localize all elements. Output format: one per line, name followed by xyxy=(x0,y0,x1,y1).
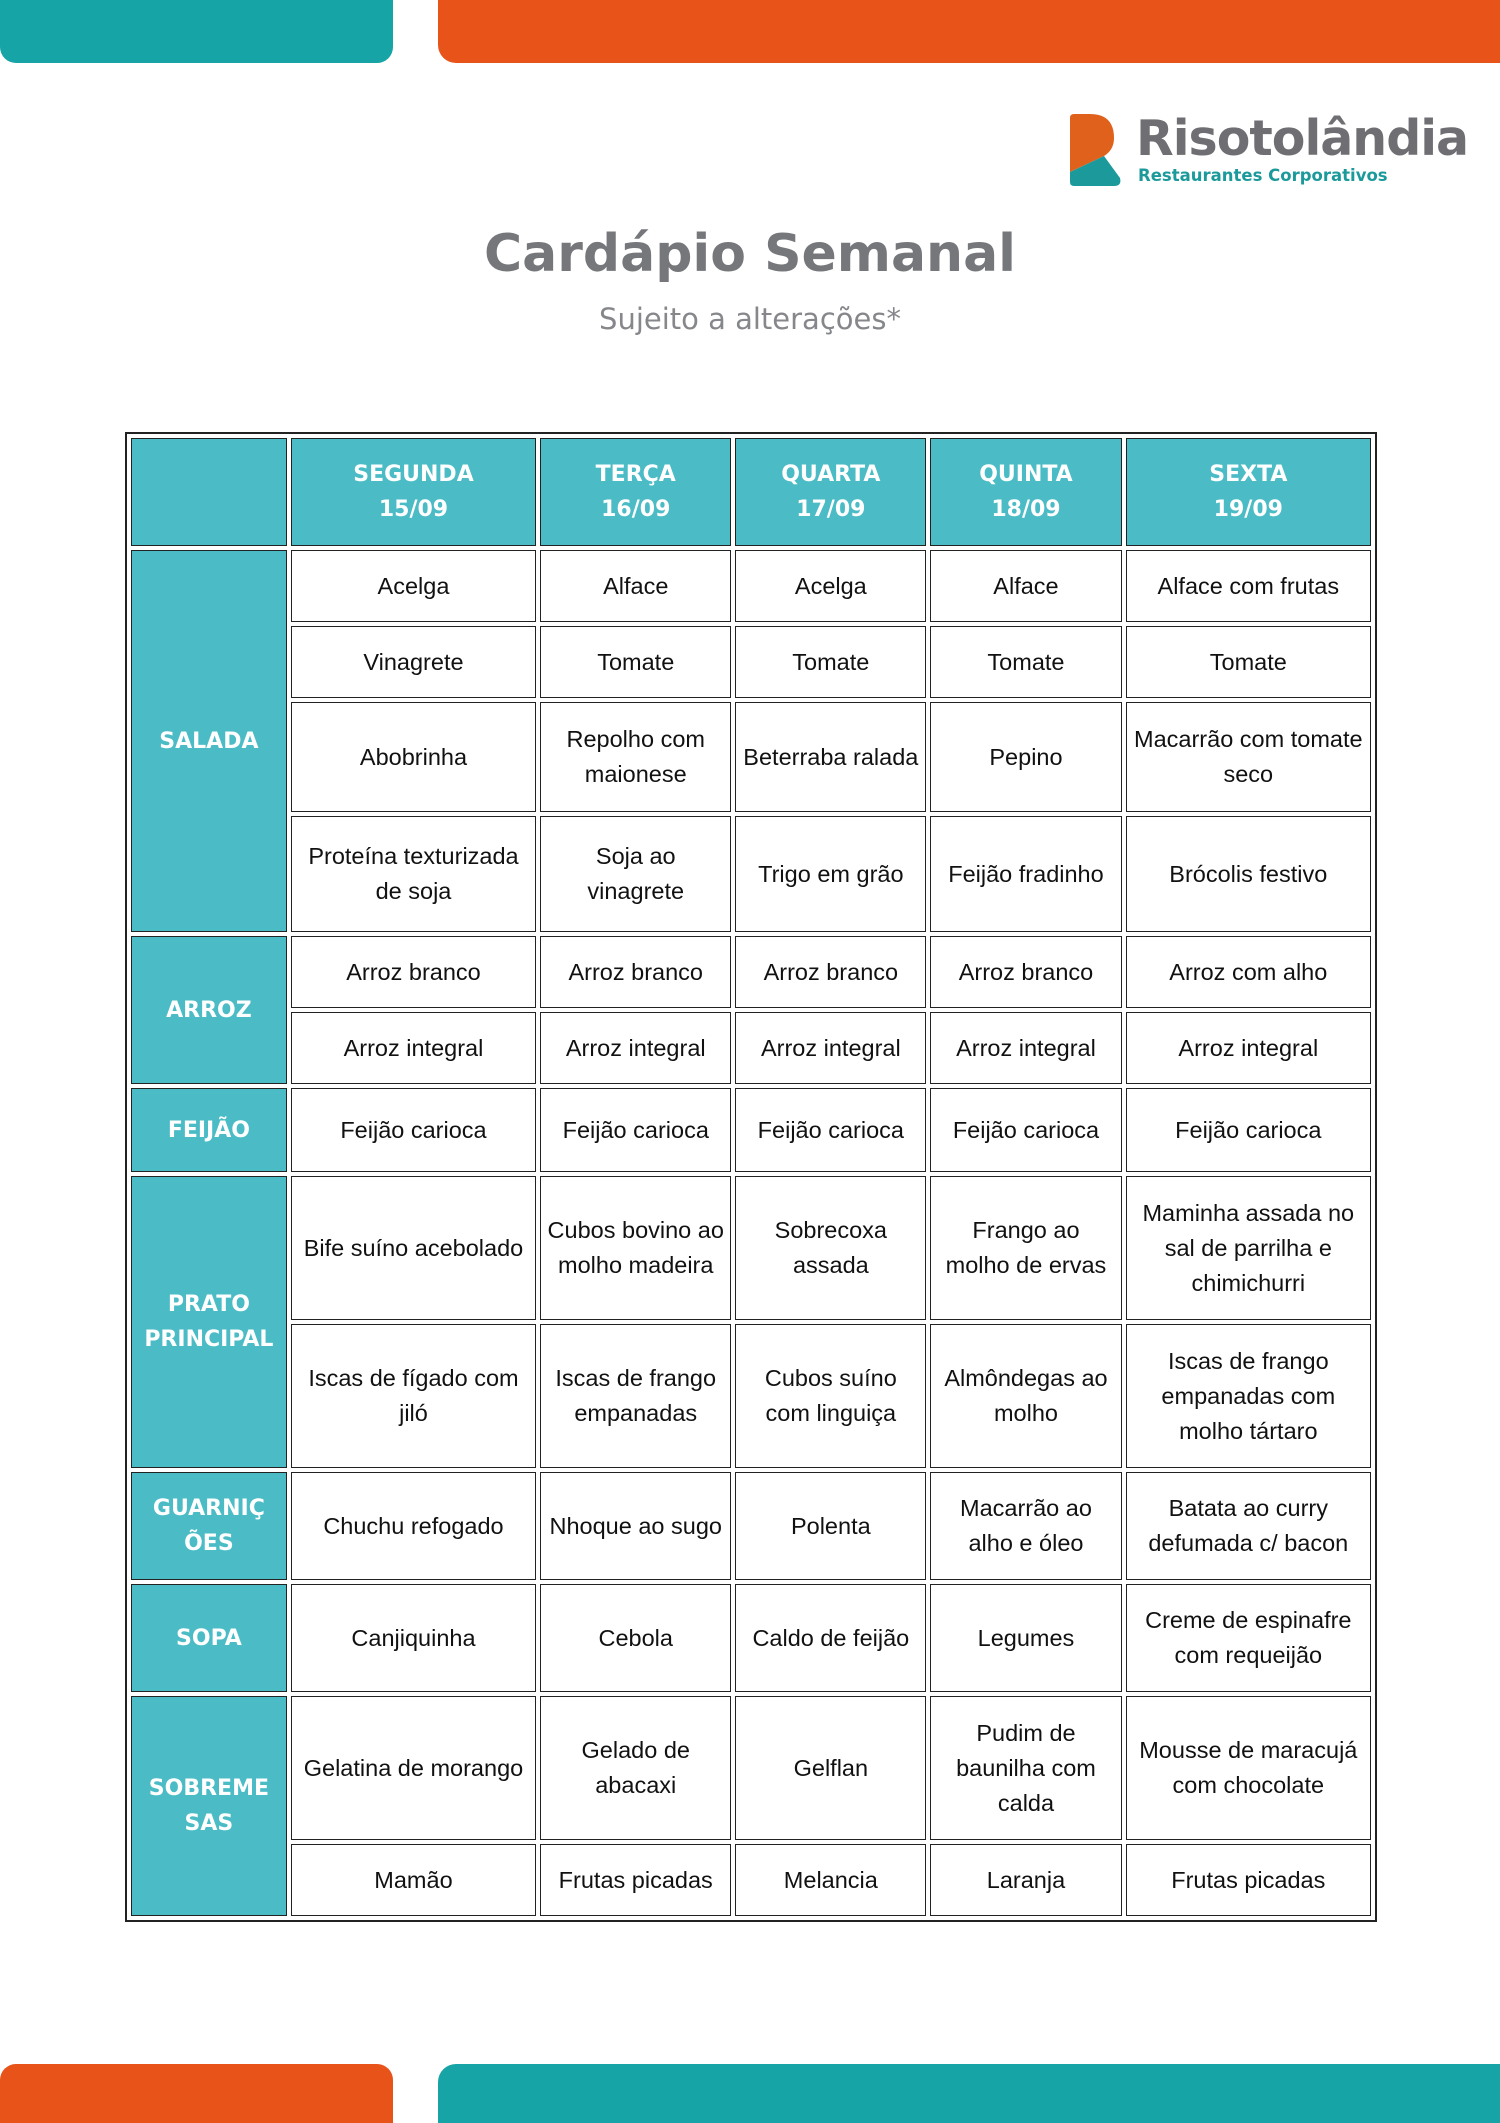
menu-cell: Gelflan xyxy=(735,1696,926,1840)
table-row xyxy=(131,1324,1371,1468)
section-prato-principal: PRATO PRINCIPAL xyxy=(131,1176,287,1468)
menu-cell: Acelga xyxy=(735,550,926,622)
menu-cell: Tomate xyxy=(1126,626,1371,698)
menu-cell: Beterraba ralada xyxy=(735,702,926,812)
table-row xyxy=(131,1584,1371,1692)
menu-cell: Pepino xyxy=(930,702,1121,812)
menu-cell: Trigo em grão xyxy=(735,816,926,932)
section-sopa: SOPA xyxy=(131,1584,287,1692)
table-header-row xyxy=(131,438,1371,546)
brand-name: Risotolândia xyxy=(1136,110,1469,167)
section-salada: SALADA xyxy=(131,550,287,932)
menu-cell: Tomate xyxy=(930,626,1121,698)
menu-cell: Brócolis festivo xyxy=(1126,816,1371,932)
menu-cell: Vinagrete xyxy=(291,626,536,698)
day-header-friday: SEXTA 19/09 xyxy=(1126,438,1371,546)
menu-cell: Melancia xyxy=(735,1844,926,1916)
table-row xyxy=(131,816,1371,932)
menu-cell: Proteína texturizada de soja xyxy=(291,816,536,932)
menu-cell: Laranja xyxy=(930,1844,1121,1916)
day-header-tuesday: TERÇA 16/09 xyxy=(540,438,731,546)
menu-cell: Abobrinha xyxy=(291,702,536,812)
menu-cell: Macarrão ao alho e óleo xyxy=(930,1472,1121,1580)
menu-cell: Alface com frutas xyxy=(1126,550,1371,622)
menu-cell: Alface xyxy=(930,550,1121,622)
menu-cell: Nhoque ao sugo xyxy=(540,1472,731,1580)
table-row xyxy=(131,1012,1371,1084)
top-bar-teal xyxy=(0,0,393,63)
section-feijao: FEIJÃO xyxy=(131,1088,287,1172)
section-sobremesas: SOBREME SAS xyxy=(131,1696,287,1916)
table-row xyxy=(131,1176,1371,1320)
menu-cell: Arroz branco xyxy=(291,936,536,1008)
menu-cell: Maminha assada no sal de parrilha e chimichurri xyxy=(1126,1176,1371,1320)
menu-cell: Mamão xyxy=(291,1844,536,1916)
menu-cell: Tomate xyxy=(540,626,731,698)
menu-cell: Macarrão com tomate seco xyxy=(1126,702,1371,812)
menu-cell: Arroz integral xyxy=(1126,1012,1371,1084)
menu-cell: Almôndegas ao molho xyxy=(930,1324,1121,1468)
menu-cell: Arroz integral xyxy=(735,1012,926,1084)
bottom-bar-teal xyxy=(438,2064,1500,2123)
table-row xyxy=(131,1088,1371,1172)
menu-cell: Creme de espinafre com requeijão xyxy=(1126,1584,1371,1692)
table-row xyxy=(131,626,1371,698)
menu-cell: Feijão fradinho xyxy=(930,816,1121,932)
brand-tagline: Restaurantes Corporativos xyxy=(1138,166,1388,185)
table-row xyxy=(131,550,1371,622)
menu-cell: Alface xyxy=(540,550,731,622)
page-title: Cardápio Semanal xyxy=(483,224,1016,284)
menu-cell: Batata ao curry defumada c/ bacon xyxy=(1126,1472,1371,1580)
menu-cell: Legumes xyxy=(930,1584,1121,1692)
menu-cell: Sobrecoxa assada xyxy=(735,1176,926,1320)
menu-cell: Feijão carioca xyxy=(291,1088,536,1172)
menu-cell: Acelga xyxy=(291,550,536,622)
menu-cell: Arroz com alho xyxy=(1126,936,1371,1008)
menu-cell: Cubos suíno com linguiça xyxy=(735,1324,926,1468)
menu-cell: Frango ao molho de ervas xyxy=(930,1176,1121,1320)
menu-cell: Feijão carioca xyxy=(1126,1088,1371,1172)
weekly-menu-table xyxy=(125,432,1377,1922)
menu-cell: Frutas picadas xyxy=(540,1844,731,1916)
menu-cell: Soja ao vinagrete xyxy=(540,816,731,932)
menu-cell: Repolho com maionese xyxy=(540,702,731,812)
menu-cell: Canjiquinha xyxy=(291,1584,536,1692)
menu-cell: Tomate xyxy=(735,626,926,698)
bottom-bar-orange xyxy=(0,2064,393,2123)
menu-cell: Arroz integral xyxy=(930,1012,1121,1084)
menu-cell: Mousse de maracujá com chocolate xyxy=(1126,1696,1371,1840)
brand-logo xyxy=(1066,110,1469,190)
day-header-monday: SEGUNDA 15/09 xyxy=(291,438,536,546)
menu-cell: Arroz integral xyxy=(291,1012,536,1084)
menu-cell: Frutas picadas xyxy=(1126,1844,1371,1916)
menu-cell: Gelado de abacaxi xyxy=(540,1696,731,1840)
menu-cell: Caldo de feijão xyxy=(735,1584,926,1692)
menu-cell: Iscas de fígado com jiló xyxy=(291,1324,536,1468)
menu-cell: Pudim de baunilha com calda xyxy=(930,1696,1121,1840)
menu-cell: Arroz branco xyxy=(540,936,731,1008)
corner-cell xyxy=(131,438,287,546)
menu-cell: Bife suíno acebolado xyxy=(291,1176,536,1320)
page-subtitle: Sujeito a alterações* xyxy=(599,302,901,336)
menu-cell: Polenta xyxy=(735,1472,926,1580)
menu-cell: Cubos bovino ao molho madeira xyxy=(540,1176,731,1320)
logo-mark-icon xyxy=(1070,114,1122,186)
section-guarnicoes: GUARNIÇ ÕES xyxy=(131,1472,287,1580)
menu-cell: Arroz integral xyxy=(540,1012,731,1084)
menu-cell: Iscas de frango empanadas com molho tártaro xyxy=(1126,1324,1371,1468)
menu-cell: Feijão carioca xyxy=(735,1088,926,1172)
menu-cell: Arroz branco xyxy=(930,936,1121,1008)
section-arroz: ARROZ xyxy=(131,936,287,1084)
menu-cell: Feijão carioca xyxy=(540,1088,731,1172)
day-header-thursday: QUINTA 18/09 xyxy=(930,438,1121,546)
table-row xyxy=(131,1844,1371,1916)
menu-cell: Arroz branco xyxy=(735,936,926,1008)
table-row xyxy=(131,1472,1371,1580)
menu-cell: Gelatina de morango xyxy=(291,1696,536,1840)
menu-cell: Iscas de frango empanadas xyxy=(540,1324,731,1468)
menu-cell: Chuchu refogado xyxy=(291,1472,536,1580)
table-row xyxy=(131,1696,1371,1840)
top-bar-orange xyxy=(438,0,1500,63)
table-row xyxy=(131,702,1371,812)
menu-cell: Feijão carioca xyxy=(930,1088,1121,1172)
day-header-wednesday: QUARTA 17/09 xyxy=(735,438,926,546)
menu-cell: Cebola xyxy=(540,1584,731,1692)
table-row xyxy=(131,936,1371,1008)
